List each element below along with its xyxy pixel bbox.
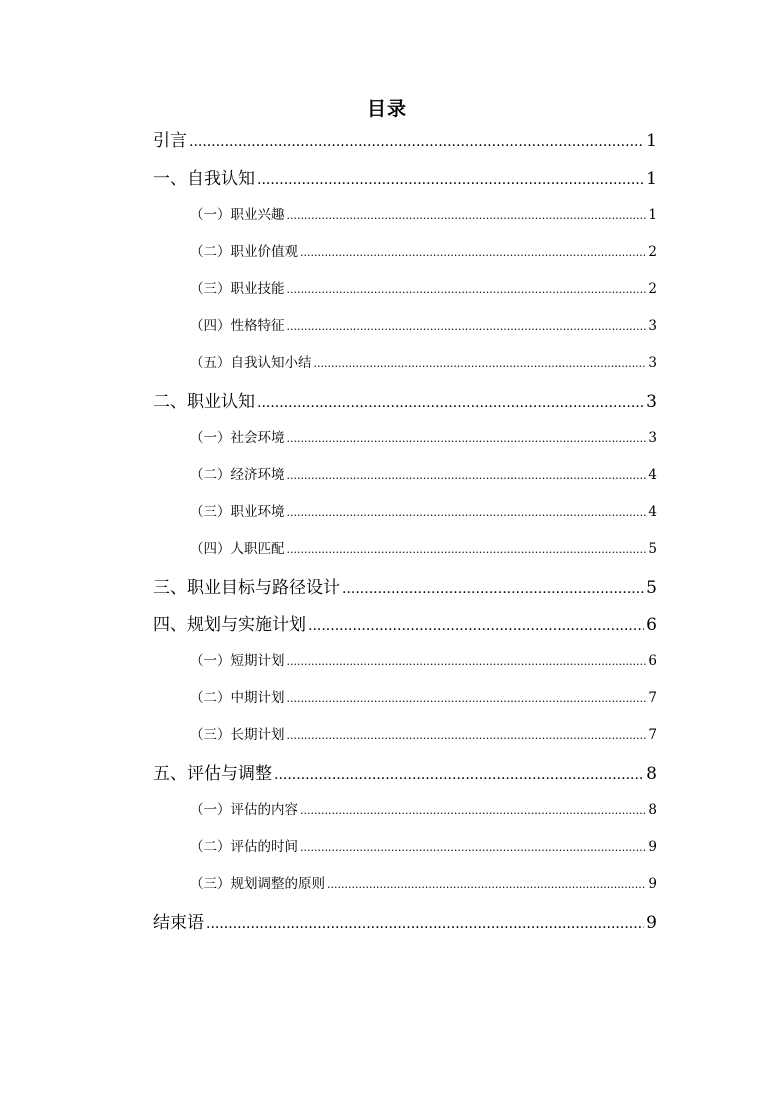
- toc-leader-dots: [287, 467, 647, 483]
- toc-entry-label: （一）职业兴趣: [190, 207, 285, 223]
- toc-entry-page: 8: [648, 802, 657, 818]
- toc-entry: [190, 351, 657, 371]
- toc-leader-dots: [287, 430, 647, 446]
- toc-entry-label: （四）人职匹配: [190, 541, 285, 557]
- toc-entry-label: （二）职业价值观: [190, 244, 298, 260]
- toc-entry-label: 结束语: [153, 913, 204, 933]
- toc-entry-label: 二、职业认知: [153, 392, 255, 412]
- toc-entry: [190, 835, 657, 855]
- toc-entry-label: （二）评估的时间: [190, 839, 298, 855]
- toc-entry-label: （一）评估的内容: [190, 802, 298, 818]
- toc-entry-page: 4: [648, 467, 657, 483]
- toc-entry: [190, 537, 657, 557]
- toc-entry-label: 一、自我认知: [153, 169, 255, 189]
- toc-entry-label: （五）自我认知小结: [190, 355, 312, 371]
- toc-entry-page: 1: [648, 207, 657, 223]
- toc-entry: [190, 686, 657, 706]
- toc-leader-dots: [287, 207, 647, 223]
- toc-entry-page: 2: [648, 244, 657, 260]
- toc-leader-dots: [314, 355, 647, 371]
- toc-entry-label: （四）性格特征: [190, 318, 285, 334]
- toc-entry-page: 6: [648, 653, 657, 669]
- toc-entry-page: 7: [648, 727, 657, 743]
- toc-entry-label: （二）经济环境: [190, 467, 285, 483]
- toc-entry-label: （一）社会环境: [190, 430, 285, 446]
- toc-entry-label: （三）规划调整的原则: [190, 876, 325, 892]
- toc-leader-dots: [327, 876, 646, 892]
- toc-entry: [190, 872, 657, 892]
- toc-entry-label: 四、规划与实施计划: [153, 615, 306, 635]
- toc-entry: [190, 463, 657, 483]
- toc-entry: [190, 314, 657, 334]
- toc-entry-label: 三、职业目标与路径设计: [153, 578, 340, 598]
- toc-entry: [153, 164, 657, 189]
- toc-entry-page: 8: [646, 764, 657, 784]
- toc-entry-page: 9: [648, 876, 657, 892]
- toc-leader-dots: [300, 839, 646, 855]
- toc-entry-label: （三）职业技能: [190, 281, 285, 297]
- toc-entry-page: 2: [648, 281, 657, 297]
- toc-entry: [190, 203, 657, 223]
- toc-leader-dots: [287, 541, 647, 557]
- toc-entry-label: 引言: [153, 131, 187, 151]
- toc-entry-label: （三）职业环境: [190, 504, 285, 520]
- toc-leader-dots: [287, 318, 647, 334]
- toc-leader-dots: [274, 764, 644, 784]
- toc-leader-dots: [300, 244, 646, 260]
- toc-entry-page: 9: [646, 913, 657, 933]
- toc-leader-dots: [287, 504, 647, 520]
- toc-entry: [190, 649, 657, 669]
- toc-leader-dots: [287, 281, 647, 297]
- toc-entry-label: 五、评估与调整: [153, 764, 272, 784]
- toc-entry: [153, 573, 657, 598]
- toc-entry-label: （一）短期计划: [190, 653, 285, 669]
- toc-entry: [153, 126, 657, 151]
- toc-leader-dots: [287, 690, 647, 706]
- toc-entry: [190, 500, 657, 520]
- toc-entry-page: 5: [646, 578, 657, 598]
- toc-leader-dots: [342, 578, 644, 598]
- toc-entry: [190, 723, 657, 743]
- toc-leader-dots: [206, 913, 644, 933]
- toc-entry-page: 3: [648, 318, 657, 334]
- toc-entry-page: 5: [648, 541, 657, 557]
- toc-leader-dots: [308, 615, 644, 635]
- toc-entry-page: 7: [648, 690, 657, 706]
- toc-leader-dots: [257, 392, 644, 412]
- toc-leader-dots: [300, 802, 646, 818]
- toc-entry-page: 3: [648, 355, 657, 371]
- toc-entry-label: （三）长期计划: [190, 727, 285, 743]
- toc-title: 目录: [366, 98, 407, 120]
- toc-entry: [190, 798, 657, 818]
- toc-entry: [190, 426, 657, 446]
- toc-entry-page: 9: [648, 839, 657, 855]
- toc-entry-label: （二）中期计划: [190, 690, 285, 706]
- toc-entry-page: 3: [648, 430, 657, 446]
- toc-entry-page: 6: [646, 615, 657, 635]
- toc-entry-page: 1: [646, 169, 657, 189]
- toc-entry-page: 1: [646, 131, 657, 151]
- toc-entry-page: 3: [646, 392, 657, 412]
- toc-leader-dots: [287, 727, 647, 743]
- toc-entry: [190, 277, 657, 297]
- toc-entry: [153, 908, 657, 933]
- toc-leader-dots: [287, 653, 647, 669]
- toc-entry: [190, 240, 657, 260]
- toc-entry-page: 4: [648, 504, 657, 520]
- toc-entry: [153, 759, 657, 784]
- toc-entry: [153, 387, 657, 412]
- toc-leader-dots: [257, 169, 644, 189]
- toc-entry: [153, 610, 657, 635]
- toc-leader-dots: [189, 131, 644, 151]
